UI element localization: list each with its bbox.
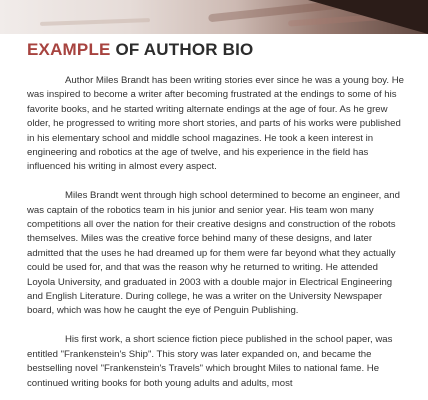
banner-streak — [40, 18, 150, 26]
page-title — [27, 40, 253, 60]
bio-paragraph-3: His first work, a short science fiction piece published in the school paper, was entitled "Frankenstein's Ship". This story was later expanded on, and became the bestselling novel "Frankenstein's Travels" which brought Miles to national fame. He continued writing books for both young adults and adults, most — [27, 334, 393, 389]
header-banner-image — [0, 0, 428, 34]
bio-body — [27, 74, 407, 400]
banner-dark-corner — [308, 0, 428, 34]
bio-paragraph-1: Author Miles Brandt has been writing stories ever since he was a young boy. He was inspired to become a writer after becoming frustrated at the endings to some of his favorite books, and he started writing alternate endings at the age of four. As he grew older, he progressed to writing more short stories, and parts of his works were published in his elementary school and middle school magazines. He took a keen interest in engineering and robotics at the age of twelve, and his experience in the field has influenced his writing in almost every aspect. — [27, 75, 404, 173]
bio-paragraph-2: Miles Brandt went through high school determined to become an engineer, and was captain of the robotics team in his junior and senior year. His team won many competitions all over the nation for their creative designs and construction of the robots themselves. Miles was the creative force behind many of these designs, and later admitted that the uses he had dreamed up for them were far beyond what they actually could be used for, and that was the reason why he returned to writing. He attended Loyola University, and graduated in 2003 with a double major in Electrical Engineering and English Literature. During college, he was a writer on the University Newspaper board, which was how he caught the eye of Penguin Publishing. — [27, 190, 400, 317]
title-rest: OF AUTHOR BIO — [110, 40, 254, 59]
title-accent-word: EXAMPLE — [27, 40, 111, 59]
